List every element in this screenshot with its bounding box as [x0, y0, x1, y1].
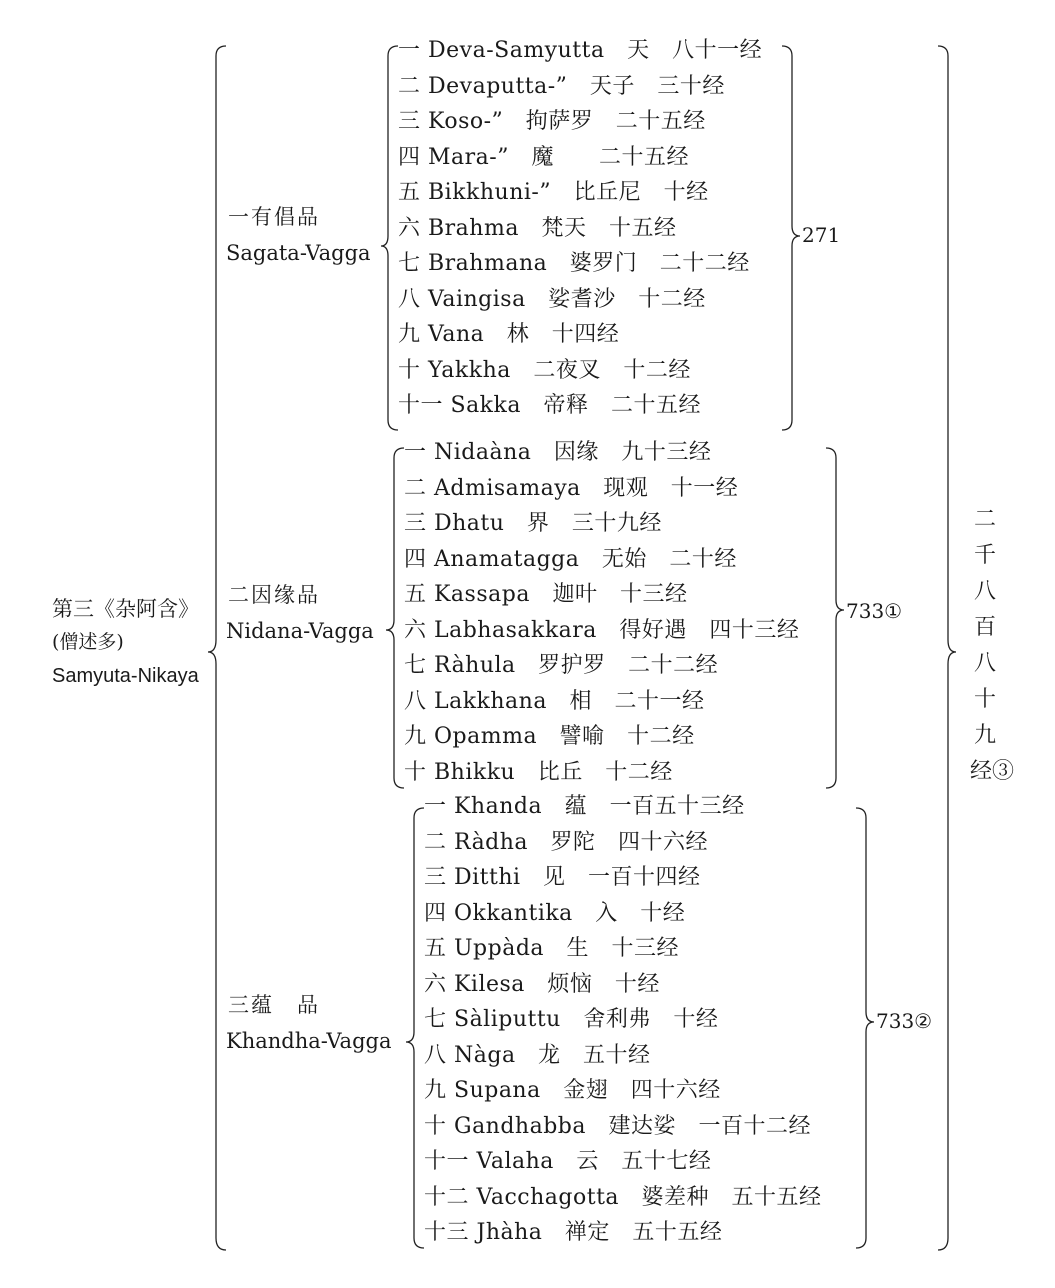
group3-right-brace — [856, 808, 874, 1248]
list-item: 九 Opamma 譬喻 十二经 — [404, 724, 695, 749]
grand-total-char: 百 — [973, 615, 996, 640]
group2-items — [404, 440, 799, 795]
root-subtitle: (僧述多) — [52, 631, 124, 653]
list-item: 一 Deva-Samyutta 天 八十一经 — [398, 38, 763, 63]
group2-total: 733① — [846, 599, 903, 623]
list-item: 四 Mara-” 魔 二十五经 — [398, 144, 689, 170]
group1-left-brace — [381, 46, 398, 430]
list-item: 十 Yakkha 二夜叉 十二经 — [398, 357, 691, 383]
grand-total-char: 千 — [973, 543, 996, 568]
group3-items — [424, 794, 822, 1256]
list-item: 十二 Vacchagotta 婆差种 五十五经 — [424, 1184, 822, 1210]
list-item: 十三 Jhàha 禅定 五十五经 — [424, 1220, 723, 1245]
list-item: 三 Ditthi 见 一百十四经 — [424, 865, 701, 890]
list-item: 三 Koso-” 拘萨罗 二十五经 — [398, 109, 706, 134]
group3-name: 三蕴 品 — [228, 993, 320, 1017]
grand-total-char: 十 — [973, 687, 996, 712]
group3-total: 733② — [876, 1009, 933, 1033]
list-item: 八 Vaingisa 娑耆沙 十二经 — [398, 286, 706, 312]
list-item: 一 Khanda 蕴 一百五十三经 — [424, 794, 745, 819]
list-item: 十 Gandhabba 建达娑 一百十二经 — [424, 1113, 812, 1139]
list-item: 二 Ràdha 罗陀 四十六经 — [424, 829, 709, 855]
list-item: 二 Admisamaya 现观 十一经 — [404, 475, 739, 501]
list-item: 二 Devaputta-” 天子 三十经 — [398, 73, 725, 99]
group2-left-brace — [386, 448, 404, 788]
group3-left-brace — [406, 808, 424, 1248]
list-item: 七 Sàliputtu 舍利弗 十经 — [424, 1007, 719, 1032]
group1-items — [398, 38, 762, 429]
list-item: 七 Ràhula 罗护罗 二十二经 — [404, 653, 719, 678]
list-item: 八 Nàga 龙 五十经 — [424, 1042, 651, 1068]
grand-total-char: 八 — [973, 651, 996, 676]
grand-total-char: 经③ — [970, 759, 1015, 784]
group2-right-brace — [826, 448, 844, 788]
list-item: 五 Bikkhuni-” 比丘尼 十经 — [398, 180, 709, 205]
list-item: 四 Okkantika 入 十经 — [424, 900, 686, 926]
group3-pali: Khandha-Vagga — [226, 1029, 392, 1053]
group2-pali: Nidana-Vagga — [226, 619, 374, 643]
grand-total-char: 九 — [973, 723, 996, 748]
list-item: 十 Bhikku 比丘 十二经 — [404, 759, 673, 785]
grand-total-brace — [938, 46, 956, 1250]
list-item: 四 Anamatagga 无始 二十经 — [404, 546, 737, 572]
group1-total: 271 — [802, 223, 841, 247]
grand-total-char: 二 — [973, 507, 996, 532]
list-item: 九 Vana 林 十四经 — [398, 322, 620, 347]
list-item: 十一 Sakka 帝释 二十五经 — [398, 393, 701, 418]
root-pali: Samyuta-Nikaya — [52, 665, 199, 687]
list-item: 六 Brahma 梵天 十五经 — [398, 215, 677, 241]
group1-pali: Sagata-Vagga — [226, 241, 371, 265]
list-item: 五 Kassapa 迦叶 十三经 — [404, 582, 688, 607]
list-item: 五 Uppàda 生 十三经 — [424, 936, 680, 961]
list-item: 七 Brahmana 婆罗门 二十二经 — [398, 251, 750, 276]
grand-total — [970, 502, 1030, 790]
list-item: 十一 Valaha 云 五十七经 — [424, 1149, 712, 1174]
list-item: 一 Nidaàna 因缘 九十三经 — [404, 440, 712, 465]
list-item: 三 Dhatu 界 三十九经 — [404, 511, 662, 536]
root-left-brace — [208, 46, 226, 1250]
list-item: 九 Supana 金翅 四十六经 — [424, 1078, 721, 1103]
group1-name: 一有倡品 — [228, 205, 320, 229]
list-item: 八 Lakkhana 相 二十一经 — [404, 688, 705, 714]
list-item: 六 Labhasakkara 得好遇 四十三经 — [404, 617, 800, 643]
root-title: 第三《杂阿含》 — [52, 597, 199, 621]
group1-right-brace — [782, 46, 800, 430]
grand-total-char: 八 — [973, 579, 996, 604]
list-item: 六 Kilesa 烦恼 十经 — [424, 971, 660, 997]
group2-name: 二因缘品 — [228, 583, 320, 607]
